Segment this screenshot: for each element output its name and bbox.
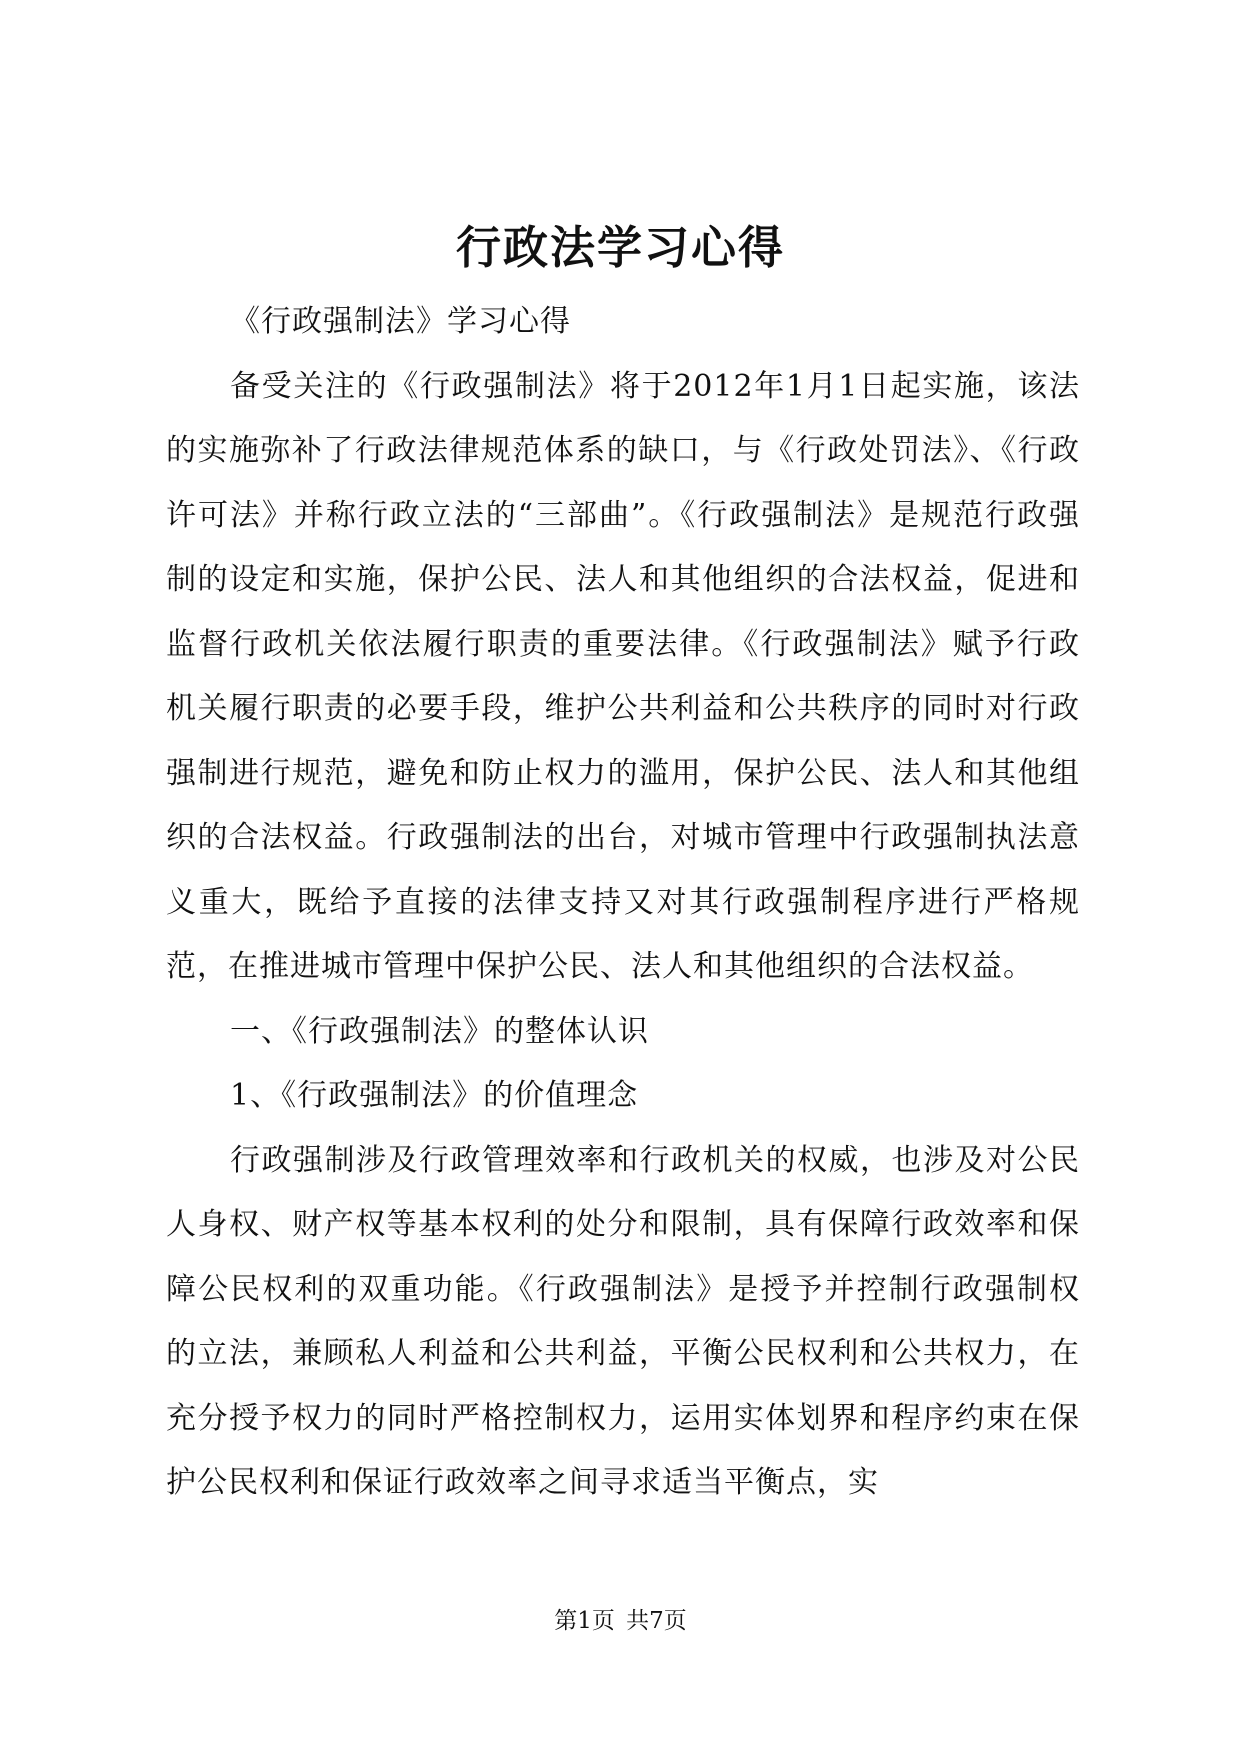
section-heading: 《行政强制法》学习心得 [230, 304, 571, 339]
page-footer [0, 1606, 1241, 1636]
body-paragraph: 备受关注的《行政强制法》将于2012年1月1日起实施，该法的实施弥补了行政法律规范体系的缺口，与《行政处罚法》、《行政许可法》并称行政立法的“三部曲”。《行政强制法》是规范行政强制的设定和实施，保护公民、法人和其他组织的合法权益，促进和监督行政机关依法履行职责的重要法律。《行政强制法》赋予行政机关履行职责的必要手段，维护公共利益和公共秩序的同时对行政强制进行规范，避免和防止权力的滥用，保护公民、法人和其他组织的合法权益。行政强制法的出台，对城市管理中行政强制执法意义重大，既给予直接的法律支持又对其行政强制程序进行严格规范，在推进城市管理中保护公民、法人和其他组织的合法权益。 [166, 368, 1080, 984]
body-paragraph: 行政强制涉及行政管理效率和行政机关的权威，也涉及对公民人身权、财产权等基本权利的处分和限制，具有保障行政效率和保障公民权利的双重功能。《行政强制法》是授予并控制行政强制权的立法，兼顾私人利益和公共利益，平衡公民权利和公共权力，在充分授予权力的同时严格控制权力，运用实体划界和程序约束在保护公民权利和保证行政效率之间寻求适当平衡点，实 [166, 1142, 1080, 1500]
section-heading: 一、《行政强制法》的整体认识 [230, 1013, 649, 1049]
page-number: 第1页 [554, 1608, 615, 1634]
document-body [166, 290, 1080, 1516]
document-title: 行政法学习心得 [455, 221, 785, 274]
subsection-heading: 1、《行政强制法》的价值理念 [230, 1078, 639, 1113]
total-pages: 共7页 [626, 1608, 687, 1634]
